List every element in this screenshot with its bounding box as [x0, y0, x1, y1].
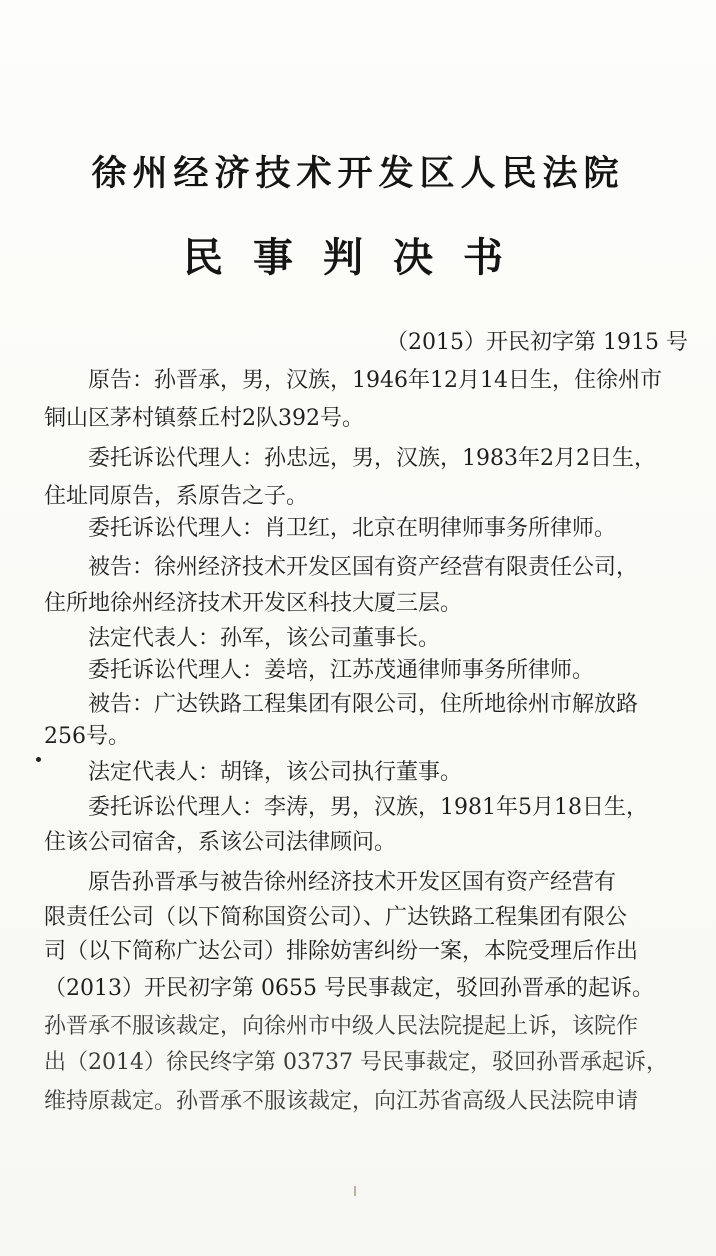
text-line: 司（以下简称广达公司）排除妨害纠纷一案，本院受理后作出	[44, 939, 639, 964]
text-line: 出（2014）徐民终字第 03737 号民事裁定，驳回孙晋承起诉，	[44, 1050, 668, 1075]
page-mark	[354, 1186, 356, 1196]
text-line: 法定代表人：孙军，该公司董事长。	[88, 626, 441, 651]
text-line: 委托诉讼代理人：肖卫红，北京在明律师事务所律师。	[88, 516, 617, 541]
document-type-title: 民事判决书	[183, 235, 533, 281]
text-line: 原告：孙晋承，男，汉族，1946年12月14日生，住徐州市	[88, 368, 662, 393]
text-line: 维持原裁定。孙晋承不服该裁定，向江苏省高级人民法院申请	[44, 1089, 639, 1114]
speck-dot	[36, 757, 41, 762]
text-line: 被告：徐州经济技术开发区国有资产经营有限责任公司，	[88, 555, 639, 580]
text-line: 铜山区茅村镇蔡丘村2队392号。	[44, 406, 364, 431]
text-line: 住所地徐州经济技术开发区科技大厦三层。	[44, 591, 463, 616]
text-line: 被告：广达铁路工程集团有限公司，住所地徐州市解放路	[88, 692, 639, 717]
text-line: 限责任公司（以下简称国资公司）、广达铁路工程集团有限公	[44, 905, 628, 930]
text-line: 委托诉讼代理人：李涛，男，汉族，1981年5月18日生，	[88, 795, 648, 820]
text-line: 法定代表人：胡锋，该公司执行董事。	[88, 760, 463, 785]
text-line: （2013）开民初字第 0655 号民事裁定，驳回孙晋承的起诉。	[44, 976, 654, 1001]
text-line: 住址同原告，系原告之子。	[44, 484, 309, 509]
text-line: 原告孙晋承与被告徐州经济技术开发区国有资产经营有	[88, 870, 617, 895]
text-line: 住该公司宿舍，系该公司法律顾问。	[44, 830, 397, 855]
text-line: 孙晋承不服该裁定，向徐州市中级人民法院提起上诉，该院作	[44, 1014, 639, 1039]
text-line: 委托诉讼代理人：姜培，江苏茂通律师事务所律师。	[88, 658, 595, 683]
case-number: （2015）开民初字第 1915 号	[386, 330, 688, 355]
text-line: 256号。	[44, 724, 130, 749]
court-name: 徐州经济技术开发区人民法院	[91, 154, 625, 194]
text-line: 委托诉讼代理人：孙忠远，男，汉族，1983年2月2日生，	[88, 446, 656, 471]
